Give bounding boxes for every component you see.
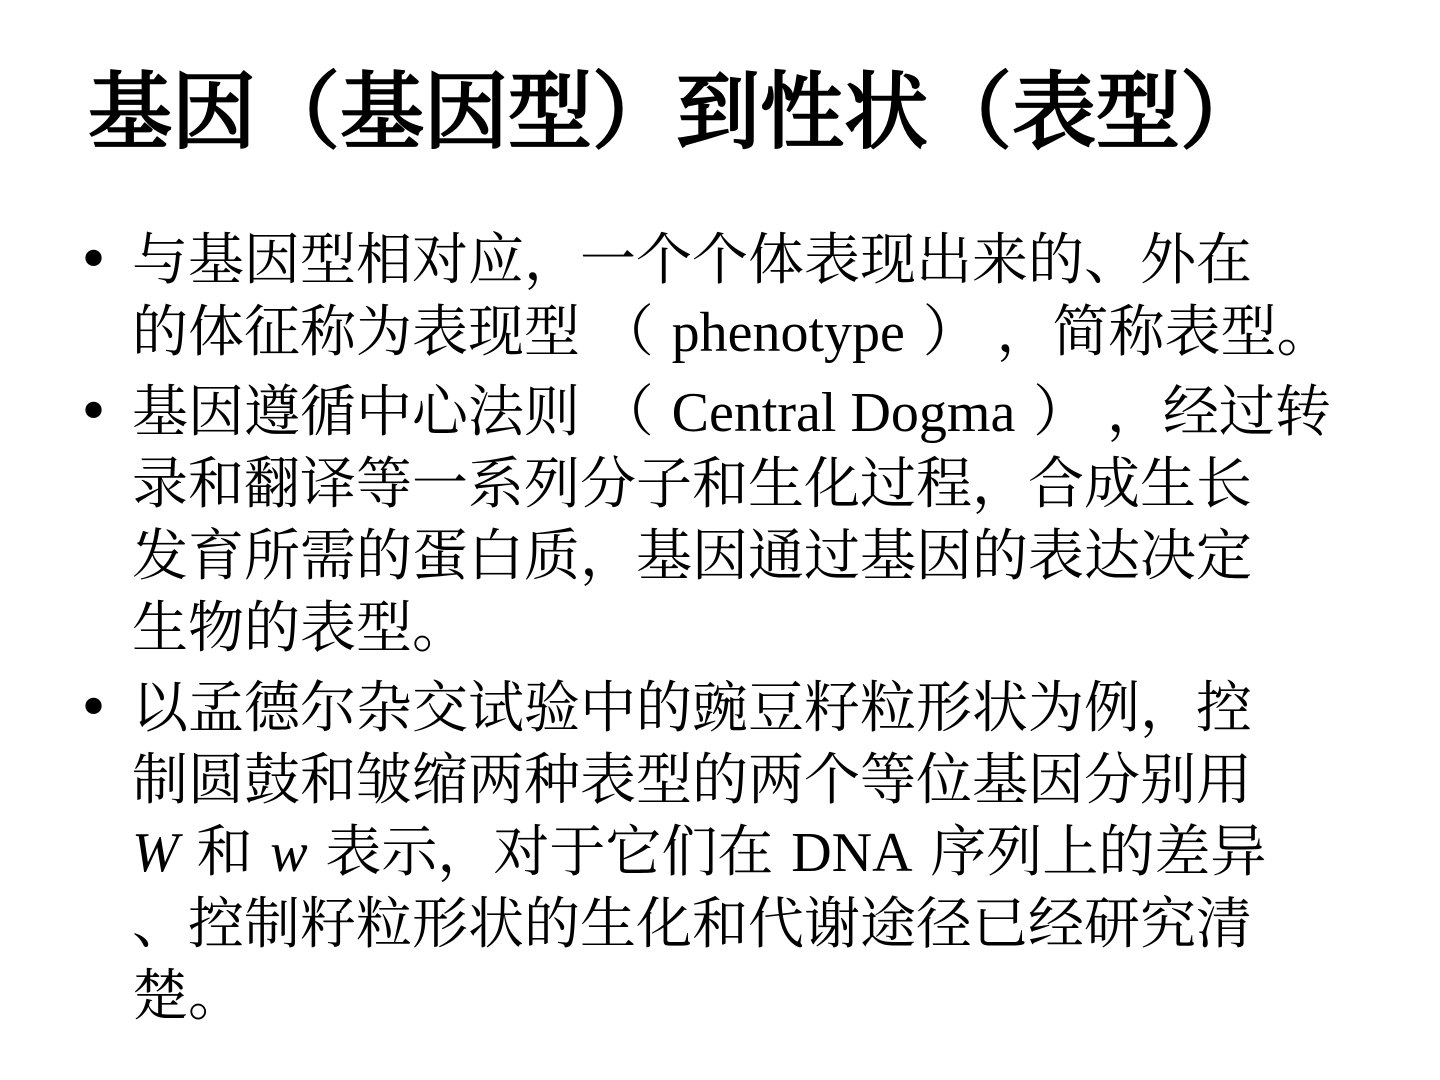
bullet-dot-icon: • [77, 228, 111, 293]
bullet-line [132, 961, 1332, 1033]
slide-title: 基因（基因型）到性状（表型） [88, 63, 1265, 161]
bullet-text: 表示，对于它们在 [307, 820, 792, 885]
term-dna: DNA [791, 822, 913, 884]
bullet-line [132, 889, 1332, 961]
bullet-text: 的体征称为表现型 （ [132, 300, 672, 365]
bullet-line [132, 377, 1332, 449]
bullet-line [132, 593, 1332, 665]
term-central-dogma: Central Dogma [671, 382, 1016, 444]
bullet-text: 生物的表型。 [132, 596, 468, 661]
bullet-text: 发育所需的蛋白质，基因通过基因的表达决定 [132, 524, 1252, 589]
bullet-text: 录和翻译等一系列分子和生化过程，合成生长 [132, 452, 1252, 517]
allele-dominant-symbol: W [132, 822, 179, 884]
bullet-item [0, 673, 1332, 1033]
bullet-line [132, 745, 1332, 817]
bullet-dot-icon: • [77, 676, 111, 741]
bullet-line [132, 225, 1332, 297]
bullet-list [0, 225, 1440, 1041]
bullet-line [132, 521, 1332, 593]
term-phenotype: phenotype [671, 302, 905, 364]
allele-recessive-symbol: w [270, 822, 308, 884]
bullet-text: 以孟德尔杂交试验中的豌豆籽粒形状为例，控 [132, 676, 1252, 741]
bullet-dot-icon: • [77, 380, 111, 445]
bullet-line [132, 817, 1332, 889]
bullet-text: 与基因型相对应，一个个体表现出来的、外在 [132, 228, 1252, 293]
bullet-line [132, 449, 1332, 521]
bullet-item [0, 377, 1332, 665]
bullet-text: ） ，经过转 [1015, 380, 1331, 445]
bullet-text: 、控制籽粒形状的生化和代谢途径已经研究清 [132, 892, 1252, 957]
bullet-item [0, 225, 1332, 369]
bullet-text: 基因遵循中心法则 （ [132, 380, 672, 445]
bullet-text: 楚。 [132, 964, 244, 1029]
bullet-text: ） ，简称表型。 [904, 300, 1333, 365]
bullet-line [132, 297, 1332, 369]
bullet-text: 和 [178, 820, 271, 885]
bullet-text: 制圆鼓和皱缩两种表型的两个等位基因分别用 [132, 748, 1252, 813]
bullet-text: 序列上的差异 [912, 820, 1267, 885]
bullet-line [132, 673, 1332, 745]
